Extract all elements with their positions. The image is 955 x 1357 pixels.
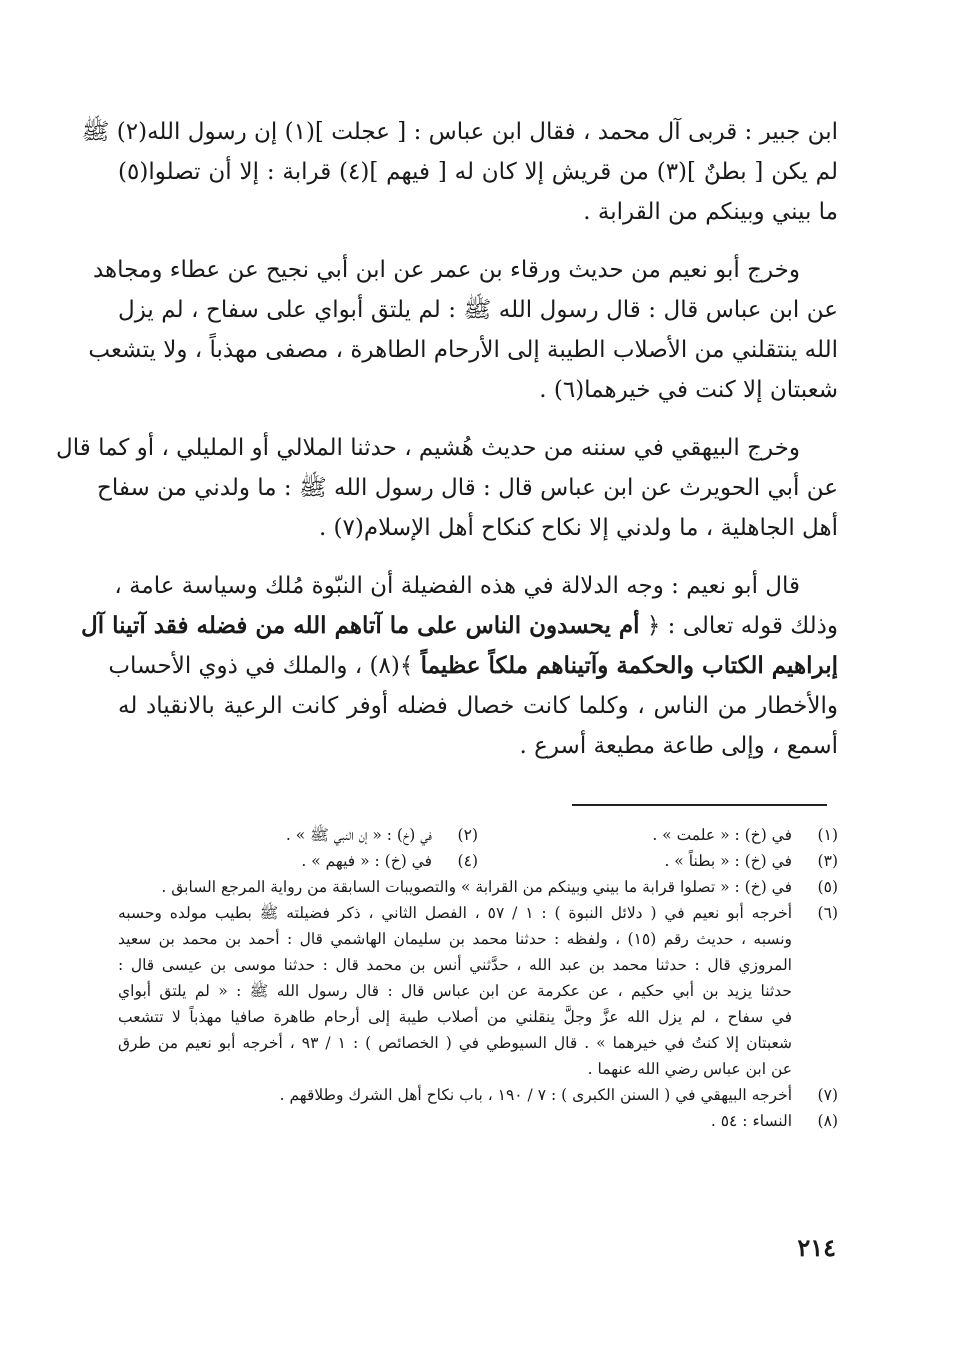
- footnote-text: في (خ) : « تصلوا قرابة ما بيني وبينكم من القرابة » والتصويبات السابقة من رواية المرجع السابق .: [161, 878, 792, 896]
- footnote-7: [118, 1082, 838, 1108]
- footnote-text: المروزي قال : حدثنا محمد بن عبد الله ، حدَّثني أنس بن محمد قال : حدثنا موسى بن عيسى قال :: [118, 956, 792, 974]
- footnote-pair: [118, 822, 838, 848]
- quran-open: وذلك قوله تعالى : ﴿: [639, 613, 838, 639]
- text-line: والأخطار من الناس ، وكلما كانت خصال فضله أوفر كانت الرعية بالانقياد له: [118, 693, 838, 719]
- footnote-number: (١): [817, 826, 838, 844]
- footnote-divider: [572, 804, 827, 806]
- paragraph-1: [81, 112, 838, 232]
- text-line: شعبتان إلا كنت في خيرهما(٦) .: [539, 377, 838, 403]
- paragraph-2: [88, 250, 838, 410]
- text-line: قال أبو نعيم : وجه الدلالة في هذه الفضيلة أن النبّوة مُلك وسياسة عامة ،: [114, 573, 800, 599]
- footnote-text: في (خ) : « بطناً » .: [664, 852, 792, 870]
- text-line: أهل الجاهلية ، ما ولدني إلا نكاح كنكاح أهل الإسلام(٧) .: [318, 515, 838, 541]
- body-text: [56, 112, 838, 784]
- footnote-text: في (خ) : « إن النبي ﷺ » .: [285, 826, 432, 844]
- footnote-8: [118, 1108, 838, 1134]
- footnote-text: شعبتان إلا كنتُ في خيرهما » . قال السيوطي في ( الخصائص ) : ١ / ٩٣ ، أخرجه أبو نعيم من طرق: [118, 1034, 792, 1052]
- footnote-2: [118, 822, 478, 848]
- text-line: [80, 606, 838, 646]
- footnote-1: [478, 822, 838, 848]
- footnote-text: عن ابن عباس رضي الله عنهما .: [587, 1060, 792, 1078]
- footnote-text: أخرجه البيهقي في ( السنن الكبرى ) : ٧ / ١٩٠ ، باب نكاح أهل الشرك وطلاقهم .: [279, 1086, 792, 1104]
- footnote-4: [118, 848, 478, 874]
- paragraph-3: [56, 428, 838, 548]
- footnote-text: النساء : ٥٤ .: [710, 1112, 792, 1130]
- footnote-number: (٣): [817, 852, 838, 870]
- footnote-text: في (خ) : « فيهم » .: [301, 852, 432, 870]
- text-line: لم يكن [ بطنٌ ](٣) من قريش إلا كان له [ فيهم ](٤) قرابة : إلا أن تصلوا(٥): [118, 159, 838, 185]
- text-line: وخرج أبو نعيم من حديث ورقاء بن عمر عن ابن أبي نجيح عن عطاء ومجاهد: [92, 257, 800, 283]
- footnote-text: ونسبه ، حديث رقم (١٥) ، ولفظه : حدثنا محمد بن سليمان الهاشمي قال : أحمد بن محمد بن سعيد: [118, 930, 792, 948]
- text-line: عن ابن عباس قال : قال رسول الله ﷺ : لم يلتق أبواي على سفاح ، لم يزل: [118, 297, 838, 323]
- quran-close: ﴾(٨) ، والملك في ذوي الأحساب: [108, 653, 421, 679]
- quran-verse: أم يحسدون الناس على ما آتاهم الله من فضله فقد آتينا آل: [80, 612, 640, 639]
- footnote-number: (٤): [457, 852, 478, 870]
- text-line: الله ينتقلني من الأصلاب الطيبة إلى الأرحام الطاهرة ، مصفى مهذباً ، ولا يتشعب: [88, 337, 838, 363]
- footnote-6: [118, 900, 838, 1082]
- paragraph-4: [80, 566, 838, 766]
- footnote-number: (٦): [817, 904, 838, 922]
- footnotes: [118, 822, 838, 1134]
- text-line: ما بيني وبينكم من القرابة .: [583, 199, 838, 225]
- footnote-text: حدثنا يزيد بن أبي حكيم ، عن عكرمة عن ابن عباس قال : قال رسول الله ﷺ : « لم يلتق أبواي: [118, 982, 792, 1000]
- footnote-pair: [118, 848, 838, 874]
- footnote-text: في سفاح ، لم يزل الله عزَّ وجلَّ ينقلني من أصلاب طيبة إلى أرحام طاهرة صافيا مهذباً لا تتشعب: [118, 1008, 792, 1026]
- page-number: ٢١٤: [797, 1233, 836, 1262]
- footnote-number: (٧): [817, 1086, 838, 1104]
- footnote-3: [478, 848, 838, 874]
- footnote-number: (٨): [817, 1112, 838, 1130]
- text-line: عن أبي الحويرث عن ابن عباس قال : قال رسول الله ﷺ : ما ولدني من سفاح: [96, 475, 838, 501]
- footnote-text: أخرجه أبو نعيم في ( دلائل النبوة ) : ١ / ٥٧ ، الفصل الثاني ، ذكر فضيلته ﷺ بطيب مولده وحسبه: [118, 904, 792, 922]
- footnote-5: [118, 874, 838, 900]
- text-line: أسمع ، وإلى طاعة مطيعة أسرع .: [519, 733, 838, 759]
- text-line: [108, 646, 838, 686]
- text-line: وخرج البيهقي في سننه من حديث هُشيم ، حدثنا الملالي أو المليلي ، أو كما قال: [56, 435, 800, 461]
- footnote-number: (٢): [457, 826, 478, 844]
- text-line: ابن جبير : قربى آل محمد ، فقال ابن عباس : [ عجلت ](١) إن رسول الله(٢) ﷺ: [81, 119, 838, 145]
- footnote-text: في (خ) : « علمت » .: [652, 826, 792, 844]
- quran-verse: إبراهيم الكتاب والحكمة وآتيناهم ملكاً عظيماً: [420, 652, 838, 679]
- footnote-number: (٥): [817, 878, 838, 896]
